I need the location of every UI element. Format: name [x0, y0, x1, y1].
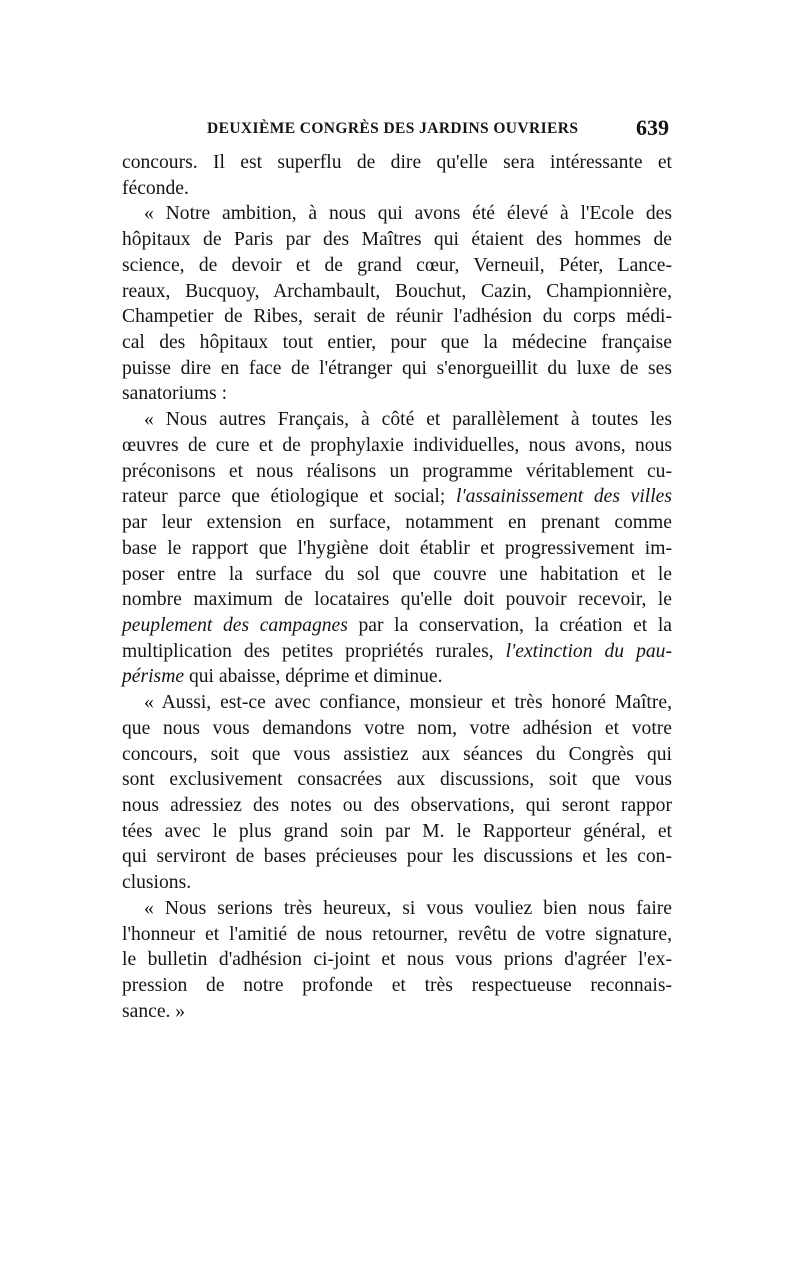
page-number: 639	[636, 115, 669, 140]
italic-phrase: peuplement des campagnes	[122, 614, 348, 636]
running-title: DEUXIÈME CONGRÈS DES JARDINS OUVRIERS	[207, 120, 579, 137]
text-line: l'honneur et l'amitié de nous retourner, revêtu de votre signature,	[122, 923, 672, 945]
text-line	[122, 639, 672, 665]
text-line: préconisons et nous réalisons un programme véritablement cu-	[122, 460, 672, 482]
text-line	[122, 613, 672, 639]
text-line: le bulletin d'adhésion ci-joint et nous vous prions d'agréer l'ex-	[122, 949, 672, 971]
italic-phrase: l'extinction du pau-	[505, 640, 672, 662]
body-text	[122, 150, 672, 1024]
text-line	[122, 484, 672, 510]
text-line: tées avec le plus grand soin par M. le Rapporteur général, et	[122, 820, 672, 842]
text-line: qui serviront de bases précieuses pour les discussions et les con-	[122, 846, 672, 868]
text-line: « Aussi, est-ce avec confiance, monsieur et très honoré Maître,	[144, 692, 672, 714]
text-line: « Nous serions très heureux, si vous vouliez bien nous faire	[144, 897, 672, 919]
text-line: sance. »	[122, 1000, 186, 1022]
text-line	[122, 664, 672, 690]
line-text: rateur parce que étiologique et social;	[122, 486, 456, 508]
text-line: concours. Il est superflu de dire qu'elle sera intéressante et	[122, 152, 672, 173]
text-line: pression de notre profonde et très respectueuse reconnais-	[122, 975, 672, 996]
line-text: par la conservation, la création et la	[347, 614, 672, 636]
text-line: poser entre la surface du sol que couvre une habitation et le	[122, 563, 672, 585]
text-line: nombre maximum de locataires qu'elle doit pouvoir recevoir, le	[122, 589, 672, 611]
text-line: « Nous autres Français, à côté et parallèlement à toutes les	[144, 409, 672, 431]
text-line: base le rapport que l'hygiène doit établir et progressivement im-	[122, 537, 672, 559]
line-text: multiplication des petites propriétés rurales,	[122, 640, 506, 662]
text-line: hôpitaux de Paris par des Maîtres qui étaient des hommes de	[122, 229, 672, 251]
text-line: cal des hôpitaux tout entier, pour que la médecine française	[122, 332, 672, 354]
running-header	[207, 115, 669, 143]
text-line: science, de devoir et de grand cœur, Verneuil, Péter, Lance-	[122, 254, 672, 276]
text-line: que nous vous demandons votre nom, votre adhésion et votre	[122, 717, 672, 739]
text-line: concours, soit que vous assistiez aux séances du Congrès qui	[122, 743, 672, 765]
text-line: « Notre ambition, à nous qui avons été élevé à l'Ecole des	[144, 203, 672, 225]
italic-phrase: périsme	[122, 666, 185, 688]
text-line: par leur extension en surface, notamment en prenant comme	[122, 512, 672, 534]
text-line: nous adressiez des notes ou des observations, qui seront rappor	[122, 794, 672, 816]
text-line: Champetier de Ribes, serait de réunir l'adhésion du corps médi-	[122, 306, 672, 328]
line-text: qui abaisse, déprime et diminue.	[184, 666, 443, 688]
text-line: féconde.	[122, 177, 189, 199]
text-line: reaux, Bucquoy, Archambault, Bouchut, Cazin, Championnière,	[122, 280, 672, 302]
text-line: sont exclusivement consacrées aux discussions, soit que vous	[122, 769, 672, 791]
text-line: œuvres de cure et de prophylaxie individuelles, nous avons, nous	[122, 434, 672, 456]
text-line: sanatoriums :	[122, 383, 228, 405]
text-line: clusions.	[122, 872, 192, 894]
italic-phrase: l'assainissement des villes	[455, 486, 672, 508]
text-line: puisse dire en face de l'étranger qui s'enorgueillit du luxe de ses	[122, 357, 672, 379]
